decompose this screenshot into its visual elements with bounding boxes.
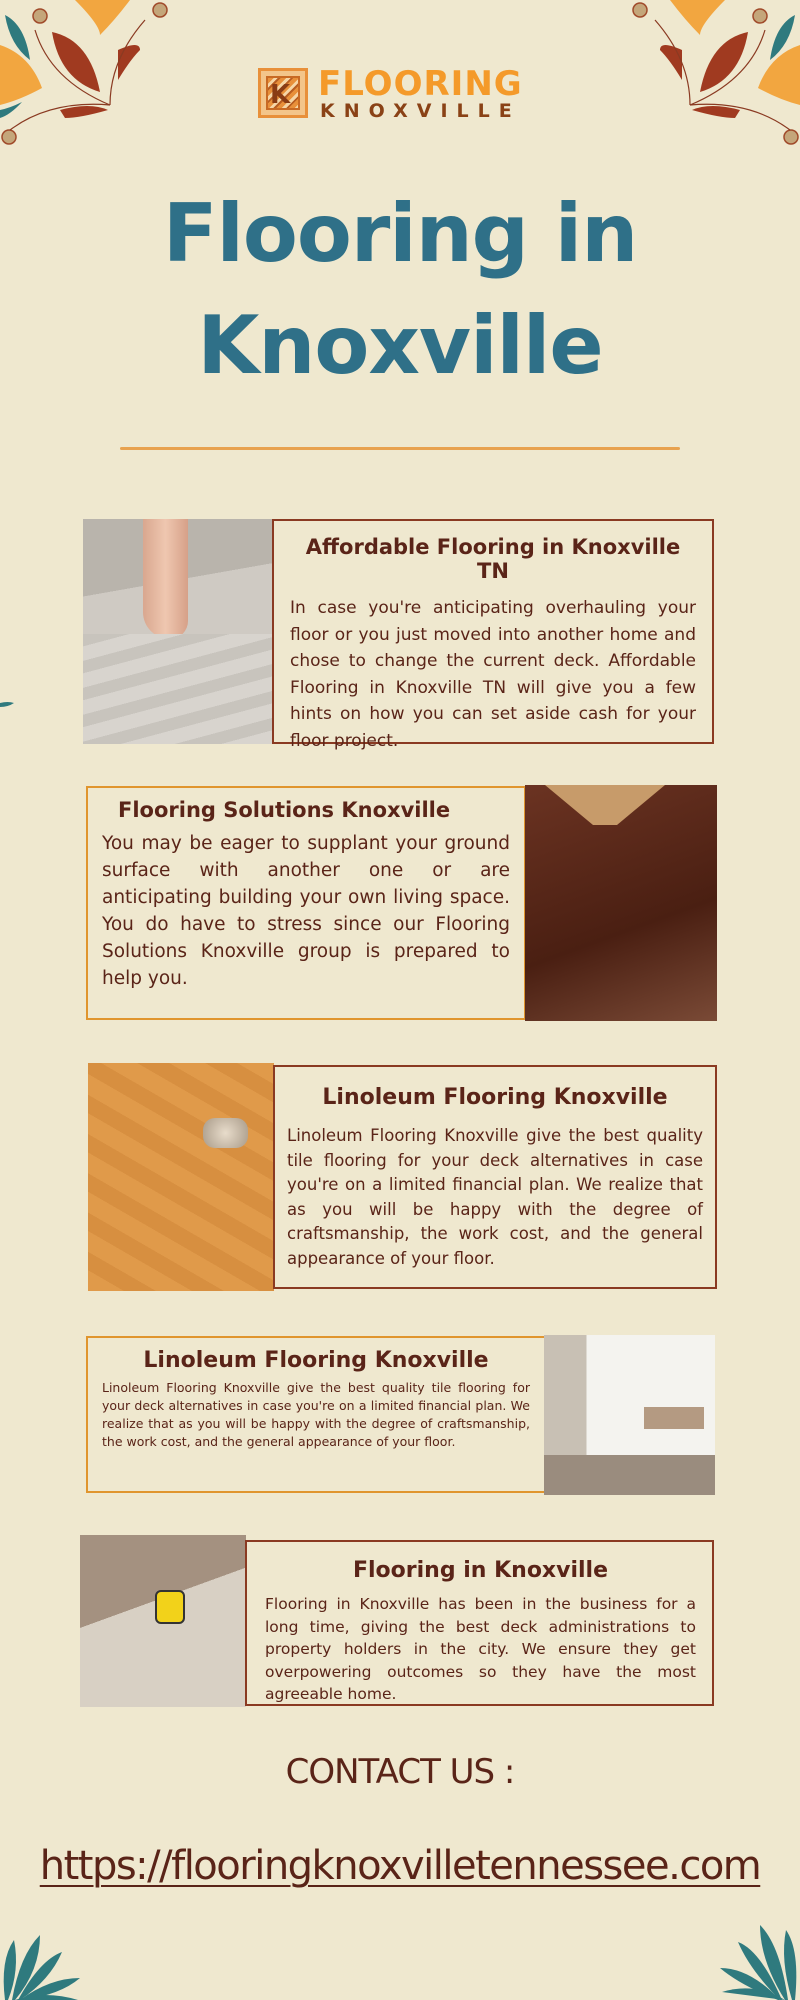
card-affordable-flooring xyxy=(272,519,714,751)
card-4-body: Linoleum Flooring Knoxville give the best quality tile flooring for your deck alternatives in case you're on a limited financial plan. We realize that as you will be happy with the degree of craftsmanship, the work cost, and the general appearance of your floor. xyxy=(102,1380,530,1449)
brand-logo[interactable] xyxy=(258,66,528,122)
website-link[interactable]: https://flooringknoxvilletennessee.com xyxy=(39,1843,761,1889)
card-2-body: You may be eager to supplant your ground surface with another one or are anticipating building your own living space. You do have to stress since our Flooring Solutions Knoxville group is prepared to help you. xyxy=(102,833,510,989)
logo-text-knoxville: KNOXVILLE xyxy=(320,100,521,122)
card-flooring-in-knoxville xyxy=(245,1540,714,1706)
card-2-image xyxy=(525,785,717,1021)
card-4-image xyxy=(544,1335,715,1495)
card-1-image xyxy=(83,519,273,744)
page-title-line-2: Knoxville xyxy=(197,299,603,392)
card-1-heading: Affordable Flooring in Knoxville TN xyxy=(305,535,681,583)
title-divider xyxy=(120,447,680,450)
card-3-heading: Linoleum Flooring Knoxville xyxy=(322,1085,668,1110)
contact-heading: CONTACT US : xyxy=(285,1752,515,1792)
card-linoleum-flooring-1 xyxy=(273,1065,717,1289)
card-1-body: In case you're anticipating overhauling your floor or you just moved into another home and chose to change the current deck. Affordable Flooring in Knoxville TN will give you a few hints on how you can set aside cash for your floor project. xyxy=(290,598,696,751)
page-title-line-1: Flooring in xyxy=(162,187,638,280)
card-5-body: Flooring in Knoxville has been in the business for a long time, giving the best deck administrations to property holders in the city. We ensure they get overpowering outcomes so they have the most agreeable home. xyxy=(265,1595,696,1703)
leaf-ornament-left-edge-icon xyxy=(0,685,16,715)
floral-ornament-top-left-icon xyxy=(0,0,175,150)
card-2-heading: Flooring Solutions Knoxville xyxy=(118,798,451,822)
card-flooring-solutions xyxy=(86,786,526,1020)
leaf-ornament-bottom-left-icon xyxy=(0,1930,90,2000)
card-linoleum-flooring-2 xyxy=(86,1336,546,1493)
leaf-ornament-bottom-right-icon xyxy=(710,1920,800,2000)
card-5-heading: Flooring in Knoxville xyxy=(352,1558,609,1583)
card-5-image xyxy=(80,1535,246,1707)
card-4-heading: Linoleum Flooring Knoxville xyxy=(143,1348,489,1373)
logo-mark-icon: K xyxy=(258,68,308,118)
page-title xyxy=(0,178,800,402)
card-3-image xyxy=(88,1063,274,1291)
card-3-body: Linoleum Flooring Knoxville give the best quality tile flooring for your deck alternatives in case you're on a limited financial plan. We realize that as you will be happy with the degree of craftsmanship, the work cost, and the general appearance of your floor. xyxy=(287,1126,703,1268)
logo-text-flooring: FLOORING xyxy=(318,64,523,104)
floral-ornament-top-right-icon xyxy=(625,0,800,150)
